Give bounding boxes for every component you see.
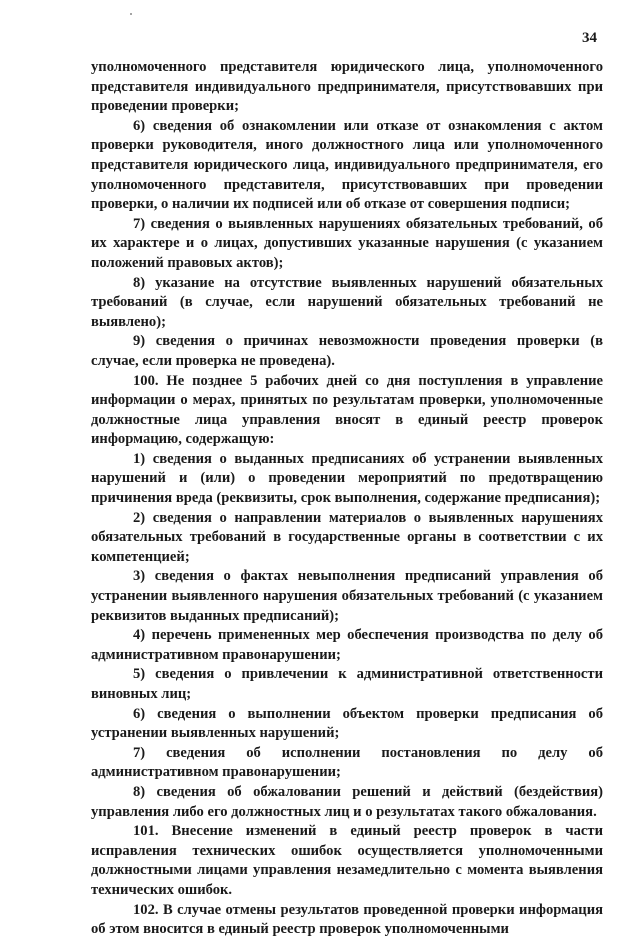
paragraph-subitem-7: 7) сведения об исполнении постановления по делу об административном правонарушении; bbox=[91, 744, 603, 781]
paragraph-clause-102: 102. В случае отмены результатов проведенной проверки информация об этом вносится в единый реестр проверок уполномоченными bbox=[91, 901, 603, 938]
paragraph-subitem-6: 6) сведения о выполнении объектом проверки предписания об устранении выявленных нарушений; bbox=[91, 705, 603, 742]
paragraph-item-7: 7) сведения о выявленных нарушениях обязательных требований, об их характере и о лицах, допустивших указанные нарушения (с указанием положений правовых актов); bbox=[91, 215, 603, 271]
paragraph-continuation: уполномоченного представителя юридического лица, уполномоченного представителя индивидуального предпринимателя, присутствовавших при проведении проверки; bbox=[91, 59, 603, 115]
document-body bbox=[91, 58, 603, 940]
paragraph-subitem-1: 1) сведения о выданных предписаниях об устранении выявленных нарушений и (или) о проведении мероприятий по предотвращению причинения вреда (реквизиты, срок выполнения, содержание предписания); bbox=[91, 450, 603, 507]
page-number: 34 bbox=[582, 30, 597, 46]
paragraph-item-8: 8) указание на отсутствие выявленных нарушений обязательных требований (в случае, если нарушений обязательных требований не выявлено); bbox=[91, 274, 603, 330]
paragraph-subitem-8: 8) сведения об обжаловании решений и действий (бездействия) управления либо его должностных лиц и о результатах такого обжалования. bbox=[91, 783, 603, 820]
paragraph-subitem-5: 5) сведения о привлечении к административной ответственности виновных лиц; bbox=[91, 666, 603, 702]
paragraph-subitem-4: 4) перечень примененных мер обеспечения производства по делу об административном правонарушении; bbox=[91, 627, 603, 663]
scan-speck bbox=[130, 13, 132, 15]
paragraph-item-9: 9) сведения о причинах невозможности проведения проверки (в случае, если проверка не проведена). bbox=[91, 333, 603, 369]
paragraph-subitem-3: 3) сведения о фактах невыполнения предписаний управления об устранении выявленного нарушения обязательных требований (с указанием реквизитов выданных предписаний); bbox=[91, 568, 603, 624]
paragraph-clause-101: 101. Внесение изменений в единый реестр проверок в части исправления технических ошибок осуществляется уполномоченными должностными лицами управления незамедлительно с момента выявления технических ошибок. bbox=[91, 823, 603, 898]
paragraph-item-6: 6) сведения об ознакомлении или отказе от ознакомления с актом проверки руководителя, иного должностного лица или уполномоченного представителя юридического лица, индивидуального предпринимателя, его уполномоченного представителя, присутствовавших при проведении проверки, о наличии их подписей или об отказе от совершения подписи; bbox=[91, 117, 603, 213]
paragraph-clause-100: 100. Не позднее 5 рабочих дней со дня поступления в управление информации о мерах, принятых по результатам проверки, уполномоченные должностные лица управления вносят в единый реестр проверок информацию, содержащую: bbox=[91, 372, 603, 448]
paragraph-subitem-2: 2) сведения о направлении материалов о выявленных нарушениях обязательных требований в государственные органы в соответствии с их компетенцией; bbox=[91, 509, 603, 565]
